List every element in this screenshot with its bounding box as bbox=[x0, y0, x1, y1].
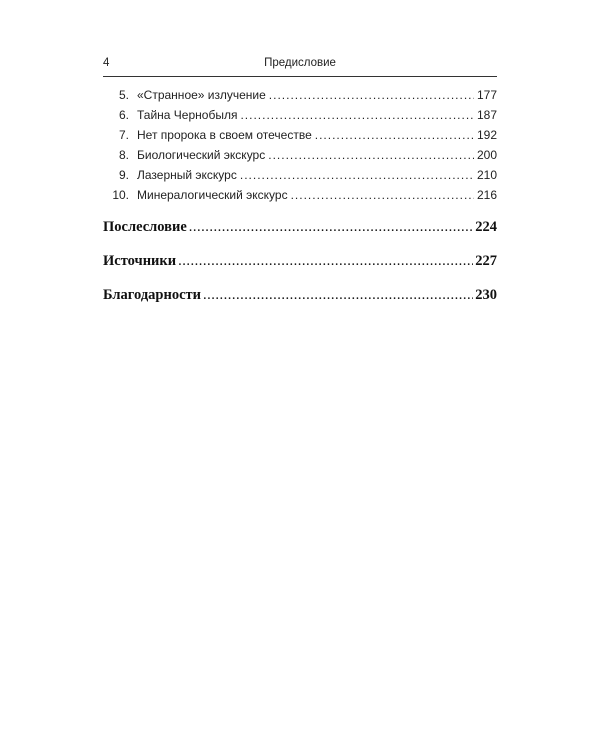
dot-leader bbox=[315, 128, 474, 142]
toc-entry-page: 216 bbox=[476, 188, 497, 202]
toc-entry-chapter-7[interactable] bbox=[103, 128, 497, 146]
toc-section-page: 230 bbox=[475, 287, 497, 303]
page-number: 4 bbox=[103, 57, 110, 69]
toc-entry-title: Нет пророка в своем отечестве bbox=[137, 128, 312, 142]
dot-leader bbox=[240, 168, 474, 182]
toc-entry-number: 8. bbox=[118, 148, 129, 162]
toc-entry-number: 6. bbox=[118, 108, 129, 122]
toc-section-acknowledgements[interactable] bbox=[103, 287, 497, 307]
toc-section-afterword[interactable] bbox=[103, 219, 497, 239]
toc-entry-number: 5. bbox=[118, 88, 129, 102]
toc-entry-chapter-6[interactable] bbox=[103, 108, 497, 126]
toc-entry-chapter-8[interactable] bbox=[103, 148, 497, 166]
dot-leader bbox=[240, 108, 474, 122]
dot-leader bbox=[291, 188, 474, 202]
toc-entry-title: Тайна Чернобыля bbox=[137, 108, 238, 122]
toc-entry-page: 177 bbox=[476, 88, 497, 102]
toc-entry-page: 187 bbox=[476, 108, 497, 122]
running-header-title: Предисловие bbox=[264, 57, 336, 69]
toc-entry-title: Лазерный экскурс bbox=[137, 168, 237, 182]
toc-entry-chapter-5[interactable] bbox=[103, 88, 497, 106]
toc-section-page: 227 bbox=[475, 253, 497, 269]
header-divider bbox=[103, 76, 497, 77]
toc-entry-page: 210 bbox=[476, 168, 497, 182]
toc-section-sources[interactable] bbox=[103, 253, 497, 273]
dot-leader bbox=[178, 253, 473, 270]
toc-entry-page: 200 bbox=[476, 148, 497, 162]
dot-leader bbox=[268, 148, 474, 162]
toc-section-page: 224 bbox=[475, 219, 497, 235]
toc-section-title: Благодарности bbox=[103, 287, 202, 303]
toc-section-title: Послесловие bbox=[103, 219, 187, 235]
toc-entry-title: Биологический экскурс bbox=[137, 148, 266, 162]
dot-leader bbox=[269, 88, 474, 102]
dot-leader bbox=[189, 219, 473, 236]
toc-entry-number: 9. bbox=[118, 168, 129, 182]
running-header bbox=[103, 57, 497, 75]
toc-entry-chapter-9[interactable] bbox=[103, 168, 497, 186]
toc-entry-page: 192 bbox=[476, 128, 497, 142]
toc-entry-title: «Странное» излучение bbox=[137, 88, 266, 102]
toc-entry-number: 10. bbox=[112, 188, 129, 202]
toc-entry-chapter-10[interactable] bbox=[103, 188, 497, 206]
toc-entry-title: Минералогический экскурс bbox=[137, 188, 288, 202]
dot-leader bbox=[203, 287, 473, 304]
toc-section-title: Источники bbox=[103, 253, 177, 269]
toc-entry-number: 7. bbox=[118, 128, 129, 142]
